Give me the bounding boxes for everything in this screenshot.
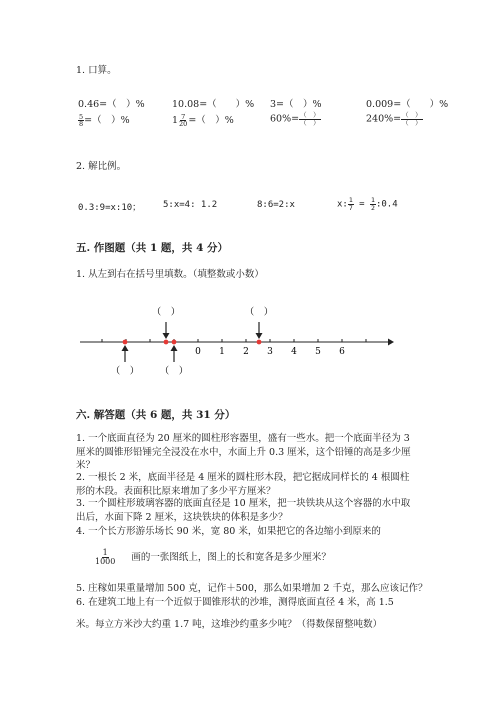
numerator: 1 xyxy=(102,548,108,557)
denominator: 20 xyxy=(179,120,188,128)
marker-point-2 xyxy=(164,340,169,345)
oral-calc-item-5 xyxy=(78,112,130,128)
problem-5: 5. 庄稼如果重量增加 500 克，记作＋500，那么如果增加 2 千克，那么应该记作？ xyxy=(76,583,428,594)
denominator: 2 xyxy=(371,203,375,212)
problem-6: 6. 在建筑工地上有一个近似于圆锥形状的沙堆，测得底面直径 4 米，高 1.5 xyxy=(76,597,394,608)
oral-calc-item-6 xyxy=(172,112,234,128)
numerator: 1 xyxy=(371,196,375,204)
problem-6-continued: 米。每立方米沙大约重 1.7 吨，这堆沙约重多少吨？（得数保留整吨数） xyxy=(76,619,383,630)
proportion-item-3: 8:6=2:x xyxy=(257,200,295,210)
section6-heading: 六. 解答题（共 6 题，共 31 分） xyxy=(76,409,236,421)
numerator: （ ） xyxy=(402,111,422,119)
marker-point-3 xyxy=(172,340,177,345)
tick-label-1: 1 xyxy=(219,347,225,357)
section2-title: 2. 解比例。 xyxy=(76,161,127,172)
bracket-bottom-1: （ ） xyxy=(110,366,140,377)
numerator: 5 xyxy=(79,112,84,121)
item-text: = xyxy=(353,199,371,210)
tick-label-6: 6 xyxy=(339,347,345,357)
denominator: 1000 xyxy=(95,557,116,566)
oral-calc-item-8 xyxy=(366,112,423,126)
problem-3: 3. 一个圆柱形玻璃容器的底面直径是 10 厘米，把一块铁块从这个容器的水中取出后，水面下降 2 厘米，这块铁块的体积是多少？ xyxy=(76,498,411,523)
oral-calc-item-7 xyxy=(270,112,321,126)
marker-point-1 xyxy=(123,340,128,345)
tick-label-4: 4 xyxy=(291,347,297,357)
section5-question: 1. 从左到右在括号里填数。（填整数或小数） xyxy=(76,269,264,280)
up-arrow-2 xyxy=(171,345,178,362)
item-text: 240%= xyxy=(366,113,402,125)
item-text: 60%= xyxy=(270,113,300,125)
denominator: （ ） xyxy=(300,118,320,127)
oral-calc-item-1: 0.46=（ ）% xyxy=(78,99,145,110)
oral-calc-item-3: 3=（ ）% xyxy=(270,99,322,110)
fraction xyxy=(299,112,321,126)
section5-heading: 五. 作图题（共 1 题，共 4 分） xyxy=(76,242,229,254)
denominator: 7 xyxy=(348,203,353,212)
numerator: （ ） xyxy=(300,111,320,119)
item-text: 画的一张图纸上，图上的长和宽各是多少厘米？ xyxy=(131,552,331,563)
problem-4: 4. 一个长方形游乐场长 90 米，宽 80 米，如果把它的各边缩小到原来的 xyxy=(76,526,381,537)
tick-label-5: 5 xyxy=(315,347,321,357)
whole-number: 1 xyxy=(172,115,179,126)
item-text: =（ ）% xyxy=(188,115,234,126)
proportion-item-2: 5:x=4: 1.2 xyxy=(163,200,218,210)
bracket-top-2: （ ） xyxy=(244,307,274,318)
numerator: 1 xyxy=(348,196,353,204)
tick-label-2: 2 xyxy=(243,347,249,357)
bracket-bottom-2: （ ） xyxy=(159,366,189,377)
proportion-item-4 xyxy=(337,197,398,211)
problem-4-continued xyxy=(94,549,331,566)
item-text: :0.4 xyxy=(375,199,398,210)
item-text: =（ ）% xyxy=(84,115,130,126)
oral-calc-item-4: 0.009=（ ）% xyxy=(366,99,449,110)
item-text: x: xyxy=(337,199,348,210)
fraction xyxy=(94,549,116,566)
oral-calc-item-2: 10.08=（ ）% xyxy=(172,99,255,110)
number-line-arrowhead xyxy=(388,339,394,346)
down-arrow-2 xyxy=(256,322,263,339)
bracket-top-1: （ ） xyxy=(151,307,181,318)
denominator: （ ） xyxy=(402,118,422,127)
up-arrow-1 xyxy=(122,345,129,362)
tick-label-0: 0 xyxy=(195,347,201,357)
number-line xyxy=(70,300,400,380)
denominator: 8 xyxy=(79,120,84,128)
proportion-item-1: 0.3:9=x:10； xyxy=(78,203,142,213)
numerator: 7 xyxy=(181,112,186,121)
marker-point-4 xyxy=(257,340,262,345)
down-arrow-1 xyxy=(163,322,170,339)
problem-2: 2. 一根长 2 米，底面半径是 4 厘米的圆柱形木段，把它据成同样长的 4 根圆柱形的木段。表面积比原来增加了多少平方厘米？ xyxy=(76,472,410,497)
section1-title: 1. 口算。 xyxy=(76,65,117,76)
fraction xyxy=(401,112,423,126)
fraction xyxy=(178,114,188,128)
problem-1: 1. 一个底面直径为 20 厘米的圆柱形容器里，盛有一些水。把一个底面半径为 3 厘米的圆锥形铅锤完全浸没在水中，水面上升 0.3 厘米，这个铅锤的高是多少厘米？ xyxy=(76,433,411,471)
tick-label-3: 3 xyxy=(267,347,273,357)
